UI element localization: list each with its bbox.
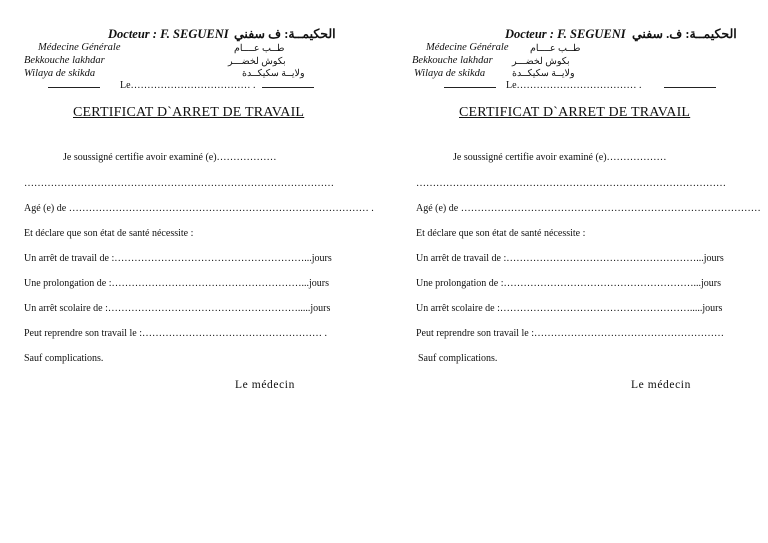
header-rule-left <box>48 87 100 88</box>
certificate-title: CERTIFICAT D`ARRET DE TRAVAIL <box>73 105 305 120</box>
specialty-ar: طــب عــــام <box>234 44 285 54</box>
address-ar: بكوش لخضـــر <box>512 57 570 67</box>
header-rule-right <box>262 87 314 88</box>
arret-travail-line: Un arrêt de travail de :…………………………………………………...jours <box>416 253 724 264</box>
certificate-right <box>412 0 761 543</box>
age-line: Agé (e) de ……………………………………………………………………………… <box>416 203 761 214</box>
header-rule-right <box>664 87 716 88</box>
arret-scolaire-line: Un arrêt scolaire de :………………………………………………….....jours <box>416 303 723 314</box>
certificate-title: CERTIFICAT D`ARRET DE TRAVAIL <box>459 105 691 120</box>
date-line: Le……………………………… . <box>506 80 642 91</box>
doctor-name-ar: الحكيمــة: ف. سفني <box>632 27 737 41</box>
intro-line: Je soussigné certifie avoir examiné (e)……………… <box>453 152 667 163</box>
wilaya-fr: Wilaya de skikda <box>24 68 96 79</box>
wilaya-ar: ولايــة سكيكــدة <box>512 69 575 79</box>
intro-line: Je soussigné certifie avoir examiné (e)……………… <box>63 152 277 163</box>
date-line: Le……………………………… . <box>120 80 256 91</box>
arret-travail-line: Un arrêt de travail de :…………………………………………………...jours <box>24 253 332 264</box>
age-line: Agé (e) de ……………………………………………………………………………… . <box>24 203 374 214</box>
declare-line: Et déclare que son état de santé nécessite : <box>416 228 586 239</box>
doctor-signature-label: Le médecin <box>631 379 691 391</box>
sauf-line: Sauf complications. <box>24 353 104 364</box>
wilaya-fr: Wilaya de skikda <box>414 68 486 79</box>
prolongation-line: Une prolongation de :…………………………………………………...jours <box>24 278 329 289</box>
declare-line: Et déclare que son état de santé nécessite : <box>24 228 194 239</box>
specialty-ar: طــب عــــام <box>530 44 581 54</box>
specialty-fr: Médecine Générale <box>38 42 121 53</box>
arret-scolaire-line: Un arrêt scolaire de :………………………………………………….....jours <box>24 303 331 314</box>
prolongation-line: Une prolongation de :…………………………………………………...jours <box>416 278 721 289</box>
reprendre-line: Peut reprendre son travail le :………………………………………………… <box>416 328 725 339</box>
dots-line: ………………………………………………………………………………… <box>24 178 334 189</box>
doctor-signature-label: Le médecin <box>235 379 295 391</box>
sauf-line: Sauf complications. <box>418 353 498 364</box>
reprendre-line: Peut reprendre son travail le :……………………………………………… . <box>24 328 328 339</box>
doctor-name-fr: Docteur : F. SEGUENI <box>505 27 626 41</box>
address-fr: Bekkouche lakhdar <box>412 55 493 66</box>
doctor-name-fr: Docteur : F. SEGUENI <box>108 27 229 41</box>
header-rule-left <box>444 87 496 88</box>
address-fr: Bekkouche lakhdar <box>24 55 105 66</box>
dots-line: ………………………………………………………………………………… <box>416 178 726 189</box>
doctor-name-ar: الحكيمــة: ف سفني <box>234 27 336 41</box>
wilaya-ar: ولايــة سكيكــدة <box>242 69 305 79</box>
certificate-left <box>22 0 374 543</box>
address-ar: بكوش لخضـــر <box>228 57 286 67</box>
specialty-fr: Médecine Générale <box>426 42 509 53</box>
